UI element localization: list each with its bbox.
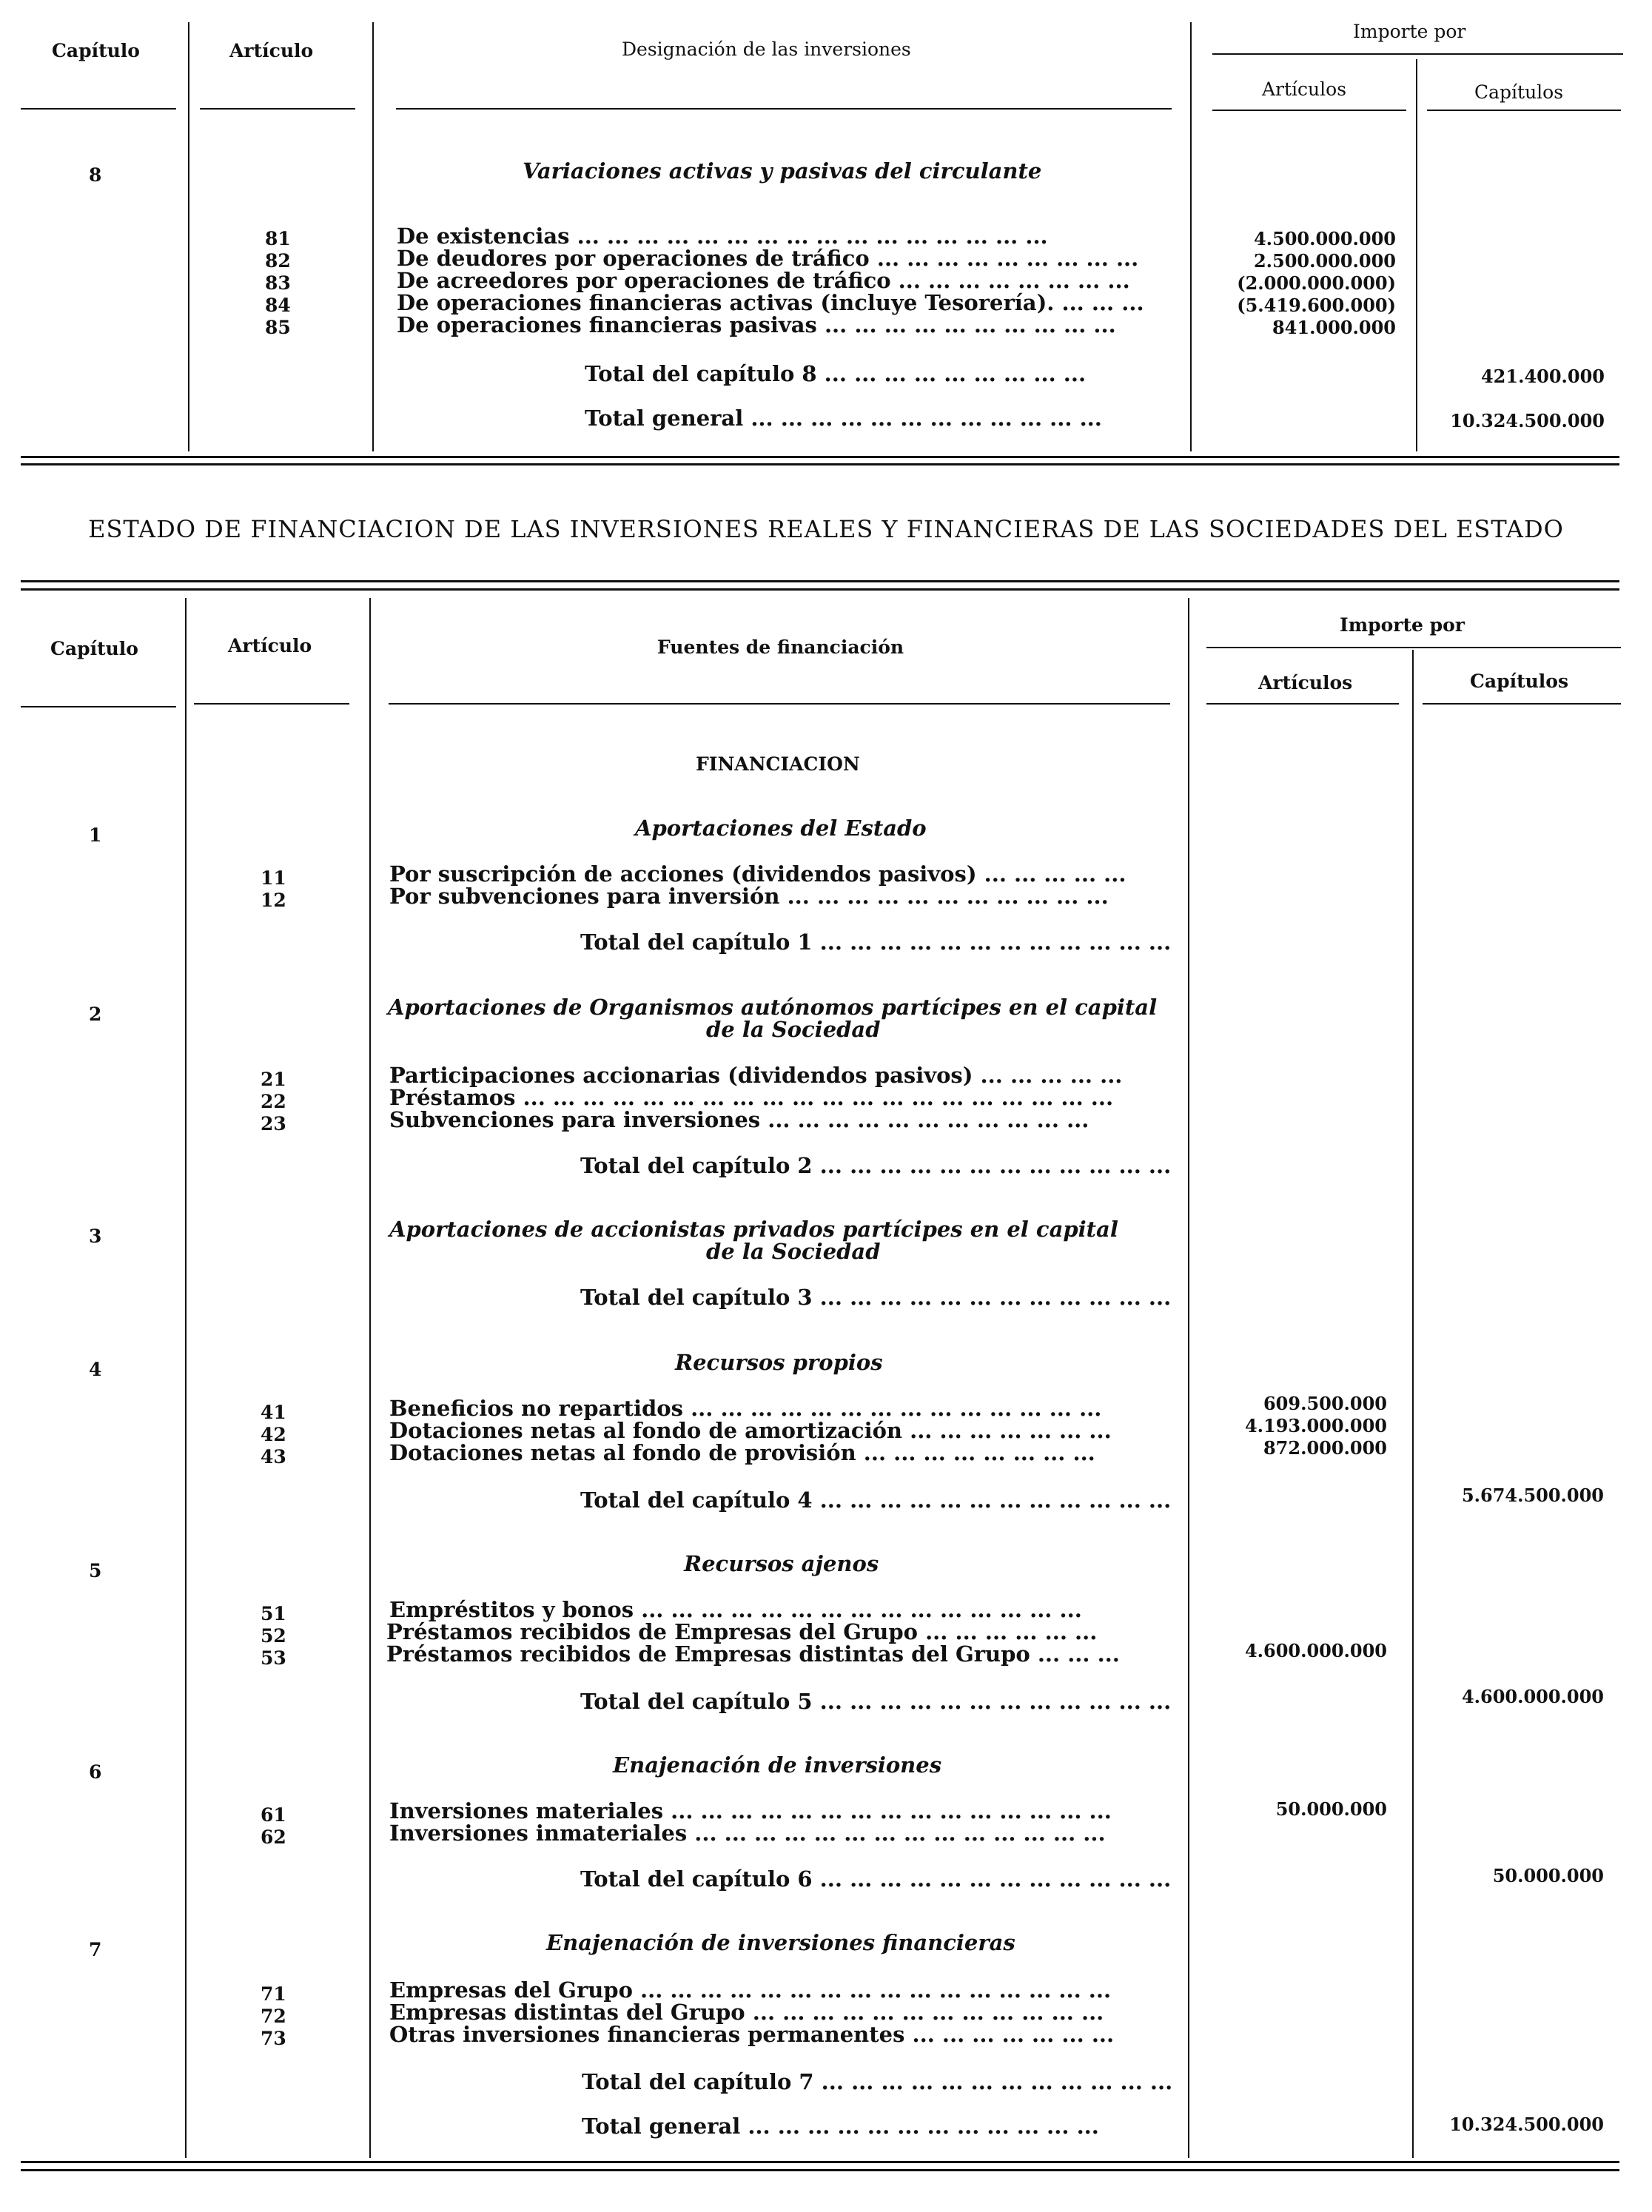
chapter-title: Enajenación de inversiones <box>613 1752 942 1778</box>
article-text: Préstamos recibidos de Empresas distintas del Grupo ... ... ... <box>386 1641 1120 1667</box>
article-number: 52 <box>261 1625 286 1647</box>
article-number: 53 <box>261 1647 286 1669</box>
article-amount: (2.000.000.000) <box>1237 272 1396 294</box>
chapter-title: Aportaciones del Estado <box>635 816 927 841</box>
article-text: Empresas distintas del Grupo ... ... ... ... ... ... ... ... ... ... ... ... <box>389 2000 1104 2025</box>
chapter-number: 3 <box>89 1226 102 1247</box>
header-rule <box>200 108 355 110</box>
article-amount: (5.419.600.000) <box>1237 295 1396 316</box>
article-number: 12 <box>261 890 286 911</box>
article-text: Otras inversiones financieras permanentes ... ... ... ... ... ... ... <box>389 2022 1115 2047</box>
chapter-total-label: Total del capítulo 6 ... ... ... ... ... ... ... ... ... ... ... ... <box>580 1866 1172 1892</box>
header-articulos: Artículos <box>1262 78 1347 100</box>
article-number: 43 <box>261 1446 286 1468</box>
chapter-total-label: Total del capítulo 1 ... ... ... ... ... ... ... ... ... ... ... ... <box>580 929 1172 955</box>
chapter-title: Recursos propios <box>675 1350 883 1375</box>
article-text: De operaciones financieras activas (incluye Tesorería). ... ... ... <box>397 290 1144 315</box>
article-text: Beneficios no repartidos ... ... ... ... ... ... ... ... ... ... ... ... ... ... <box>389 1396 1102 1421</box>
header-articulos: Artículos <box>1258 672 1353 693</box>
article-number: 81 <box>265 228 291 249</box>
financiacion-heading: FINANCIACION <box>696 753 860 775</box>
table-top-rule <box>21 580 1619 582</box>
chapter-total-label: Total del capítulo 8 ... ... ... ... ... ... ... ... ... <box>585 361 1087 386</box>
chapter-total-amount: 4.600.000.000 <box>1461 1686 1604 1707</box>
column-divider <box>1416 59 1417 451</box>
article-text: De existencias ... ... ... ... ... ... ... ... ... ... ... ... ... ... ... ... <box>397 223 1048 249</box>
chapter-number: 8 <box>89 164 102 186</box>
article-text: Empresas del Grupo ... ... ... ... ... ... ... ... ... ... ... ... ... ... ... ... <box>389 1977 1112 2003</box>
column-divider <box>188 22 189 451</box>
header-importe-por: Importe por <box>1353 21 1466 42</box>
article-number: 71 <box>261 1983 286 2005</box>
article-amount: 872.000.000 <box>1263 1437 1387 1459</box>
header-rule <box>396 108 1172 110</box>
chapter-total-amount: 5.674.500.000 <box>1461 1485 1604 1506</box>
chapter-title: Aportaciones de accionistas privados partícipes en el capital <box>389 1217 1118 1242</box>
column-divider <box>185 598 187 2158</box>
chapter-title: Variaciones activas y pasivas del circulante <box>523 158 1042 184</box>
article-amount: 4.600.000.000 <box>1244 1640 1387 1661</box>
header-rule <box>389 703 1170 705</box>
article-amount: 609.500.000 <box>1263 1393 1387 1414</box>
header-rule <box>1212 110 1406 111</box>
chapter-total-label: Total del capítulo 3 ... ... ... ... ... ... ... ... ... ... ... ... <box>580 1285 1172 1310</box>
chapter-number: 1 <box>89 824 102 846</box>
article-number: 62 <box>261 1826 286 1848</box>
article-text: Por subvenciones para inversión ... ... ... ... ... ... ... ... ... ... ... <box>389 884 1109 909</box>
article-amount: 841.000.000 <box>1272 317 1396 338</box>
grand-total-amount: 10.324.500.000 <box>1449 2114 1604 2135</box>
article-text: Empréstitos y bonos ... ... ... ... ... ... ... ... ... ... ... ... ... ... ... <box>389 1597 1082 1622</box>
grand-total-amount: 10.324.500.000 <box>1450 410 1605 431</box>
article-number: 21 <box>261 1069 286 1090</box>
article-number: 23 <box>261 1113 286 1134</box>
header-capitulos: Capítulos <box>1474 81 1564 103</box>
chapter-total-label: Total del capítulo 2 ... ... ... ... ... ... ... ... ... ... ... ... <box>580 1153 1172 1178</box>
chapter-number: 2 <box>89 1004 102 1025</box>
article-text: Inversiones materiales ... ... ... ... ... ... ... ... ... ... ... ... ... ... ... <box>389 1798 1112 1823</box>
column-divider <box>369 598 371 2158</box>
article-number: 11 <box>261 867 286 889</box>
column-divider <box>1412 650 1414 2158</box>
chapter-title: Enajenación de inversiones financieras <box>546 1930 1015 1955</box>
chapter-number: 6 <box>89 1761 102 1783</box>
header-capitulo: Capítulo <box>50 638 138 659</box>
article-number: 42 <box>261 1424 286 1445</box>
header-articulo: Artículo <box>228 635 312 656</box>
column-divider <box>1188 598 1189 2158</box>
article-text: Participaciones accionarias (dividendos pasivos) ... ... ... ... ... <box>389 1063 1123 1088</box>
chapter-total-label: Total del capítulo 4 ... ... ... ... ... ... ... ... ... ... ... ... <box>580 1487 1172 1513</box>
article-text: Subvenciones para inversiones ... ... ... ... ... ... ... ... ... ... ... <box>389 1107 1089 1132</box>
article-number: 72 <box>261 2006 286 2027</box>
header-rule <box>21 108 176 110</box>
article-text: Dotaciones netas al fondo de provisión ... ... ... ... ... ... ... ... <box>389 1440 1095 1465</box>
table-top-rule <box>21 588 1619 591</box>
chapter-title: Recursos ajenos <box>684 1551 879 1576</box>
grand-total-label: Total general ... ... ... ... ... ... ... ... ... ... ... ... <box>582 2114 1099 2139</box>
column-divider <box>372 22 374 451</box>
chapter-number: 4 <box>89 1359 102 1380</box>
chapter-title-cont: de la Sociedad <box>706 1017 881 1042</box>
article-text: Préstamos ... ... ... ... ... ... ... ... ... ... ... ... ... ... ... ... ... ... ... ... <box>389 1085 1114 1110</box>
article-number: 61 <box>261 1804 286 1826</box>
header-rule <box>1206 703 1399 705</box>
chapter-number: 5 <box>89 1560 102 1581</box>
grand-total-label: Total general ... ... ... ... ... ... ... ... ... ... ... ... <box>585 406 1102 431</box>
chapter-total-label: Total del capítulo 7 ... ... ... ... ... ... ... ... ... ... ... ... <box>582 2069 1173 2094</box>
article-text: De deudores por operaciones de tráfico ... ... ... ... ... ... ... ... ... <box>397 246 1139 271</box>
header-rule <box>194 703 349 705</box>
article-text: Por suscripción de acciones (dividendos pasivos) ... ... ... ... ... <box>389 861 1126 887</box>
header-capitulos: Capítulos <box>1470 670 1569 692</box>
article-text: De acreedores por operaciones de tráfico ... ... ... ... ... ... ... ... <box>397 268 1130 293</box>
article-number: 73 <box>261 2028 286 2049</box>
table-bottom-rule <box>21 2169 1619 2171</box>
article-text: Préstamos recibidos de Empresas del Grupo ... ... ... ... ... ... <box>386 1619 1098 1644</box>
header-capitulo: Capítulo <box>52 40 140 61</box>
header-fuentes: Fuentes de financiación <box>657 636 904 658</box>
chapter-title: Aportaciones de Organismos autónomos partícipes en el capital <box>388 995 1158 1020</box>
header-articulo: Artículo <box>229 40 314 61</box>
chapter-total-amount: 421.400.000 <box>1480 366 1605 387</box>
table-bottom-rule <box>21 456 1619 458</box>
header-rule <box>21 706 176 707</box>
column-divider <box>1190 22 1192 451</box>
table-bottom-rule <box>21 463 1619 465</box>
article-number: 22 <box>261 1091 286 1112</box>
article-number: 84 <box>265 295 291 316</box>
header-rule <box>1427 110 1621 111</box>
chapter-title-cont: de la Sociedad <box>706 1239 881 1264</box>
header-designacion: Designación de las inversiones <box>622 38 911 60</box>
header-rule <box>1206 647 1621 648</box>
section-title: ESTADO DE FINANCIACION DE LAS INVERSIONES REALES Y FINANCIERAS DE LAS SOCIEDADES DEL ESTADO <box>88 515 1564 543</box>
article-amount: 4.193.000.000 <box>1244 1415 1387 1436</box>
article-number: 83 <box>265 272 291 294</box>
article-text: Dotaciones netas al fondo de amortización ... ... ... ... ... ... ... <box>389 1418 1112 1443</box>
header-rule <box>1423 703 1621 705</box>
article-text: Inversiones inmateriales ... ... ... ... ... ... ... ... ... ... ... ... ... ... <box>389 1821 1106 1846</box>
article-amount: 50.000.000 <box>1275 1798 1387 1820</box>
article-number: 85 <box>265 317 291 338</box>
chapter-total-label: Total del capítulo 5 ... ... ... ... ... ... ... ... ... ... ... ... <box>580 1689 1172 1714</box>
header-importe-por: Importe por <box>1340 614 1465 636</box>
article-amount: 2.500.000.000 <box>1253 250 1396 272</box>
article-text: De operaciones financieras pasivas ... ... ... ... ... ... ... ... ... ... <box>397 312 1116 337</box>
article-number: 51 <box>261 1603 286 1624</box>
chapter-total-amount: 50.000.000 <box>1492 1865 1604 1886</box>
table-bottom-rule <box>21 2161 1619 2163</box>
article-number: 82 <box>265 250 291 272</box>
article-number: 41 <box>261 1402 286 1423</box>
article-amount: 4.500.000.000 <box>1253 228 1396 249</box>
header-rule <box>1212 53 1623 55</box>
chapter-number: 7 <box>89 1939 102 1960</box>
